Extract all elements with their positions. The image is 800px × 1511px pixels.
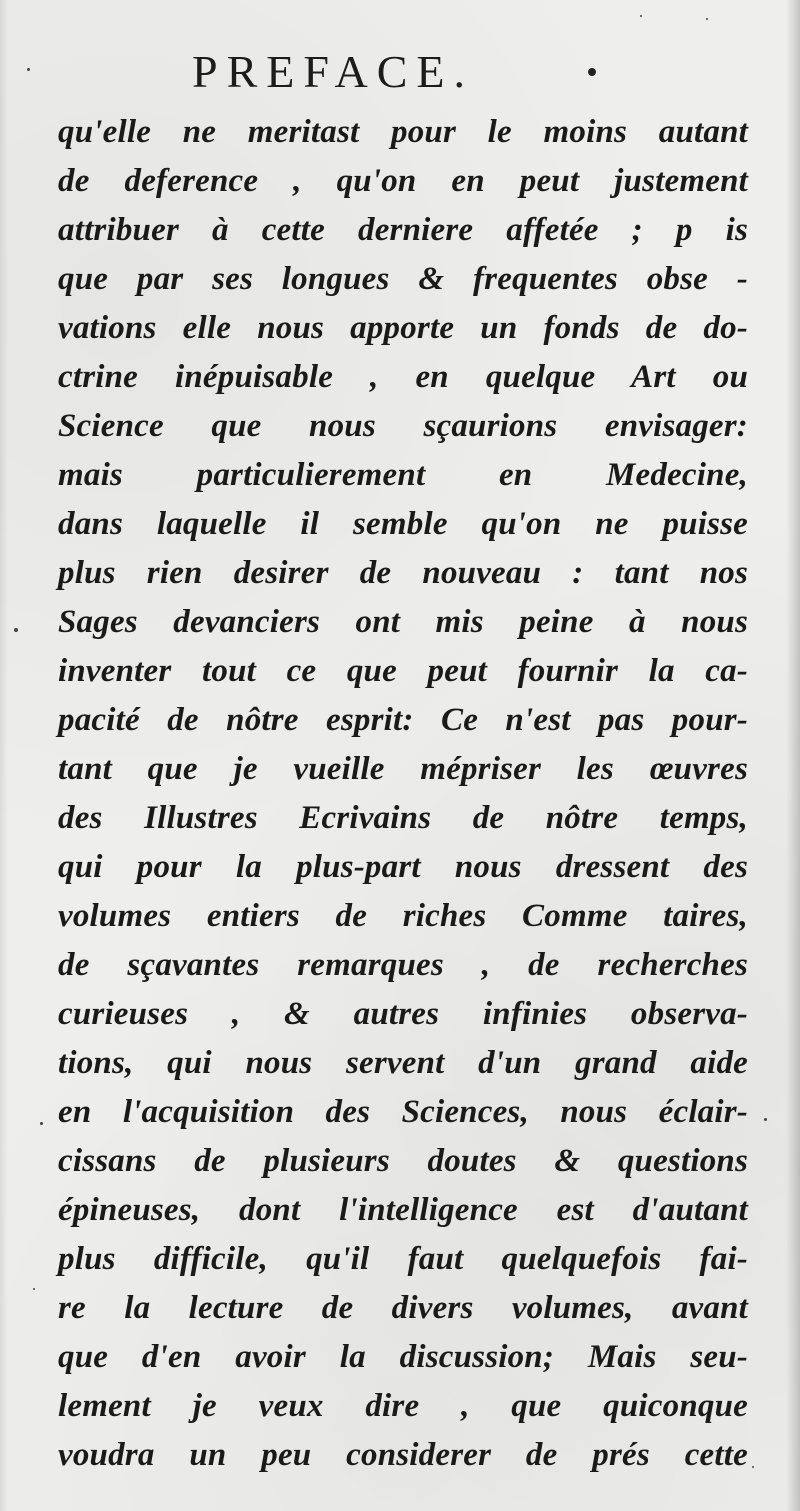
text-line: en l'acquisition des Sciences, nous éclair- (58, 1094, 748, 1130)
paper-speck (764, 1118, 767, 1121)
text-line: qu'elle ne meritast pour le moins autant (58, 114, 748, 150)
text-line: plus rien desirer de nouveau : tant nos (58, 555, 748, 591)
paper-speck (706, 18, 708, 20)
paper-speck (752, 1466, 754, 1468)
text-line: curieuses , & autres infinies observa- (58, 996, 748, 1032)
page-right-edge-shadow (786, 0, 800, 1511)
text-line: cissans de plusieurs doutes & questions (58, 1143, 748, 1179)
text-line: qui pour la plus-part nous dressent des (58, 849, 748, 885)
text-line: lement je veux dire , que quiconque (58, 1388, 748, 1424)
page-title: PREFACE. (192, 46, 475, 97)
paper-speck (40, 1122, 43, 1125)
text-line: des Illustres Ecrivains de nôtre temps, (58, 800, 748, 836)
text-line: de sçavantes remarques , de recherches (58, 947, 748, 983)
text-line: re la lecture de divers volumes, avant (58, 1290, 748, 1326)
paper-speck (27, 68, 30, 71)
text-line: Science que nous sçaurions envisager: (58, 408, 748, 444)
text-line: de deference , qu'on en peut justement (58, 163, 748, 199)
page-left-edge-shadow (0, 0, 8, 1511)
paper-speck (640, 15, 642, 17)
text-line: ctrine inépuisable , en quelque Art ou (58, 359, 748, 395)
running-header (0, 42, 800, 102)
paper-speck (33, 1288, 35, 1290)
body-text (58, 108, 748, 1480)
text-line: plus difficile, qu'il faut quelquefois fai- (58, 1241, 748, 1277)
text-line: Sages devanciers ont mis peine à nous (58, 604, 748, 640)
text-line: que par ses longues & frequentes obse - (58, 261, 748, 297)
text-line: dans laquelle il semble qu'on ne puisse (58, 506, 748, 542)
text-line: que d'en avoir la discussion; Mais seu- (58, 1339, 748, 1375)
text-line: mais particulierement en Medecine, (58, 457, 748, 493)
text-line: voudra un peu considerer de prés cette (58, 1437, 748, 1473)
text-line: tant que je vueille mépriser les œuvres (58, 751, 748, 787)
text-line: tions, qui nous servent d'un grand aide (58, 1045, 748, 1081)
header-ornament-dot (588, 68, 596, 76)
text-line: volumes entiers de riches Comme taires, (58, 898, 748, 934)
text-line: vations elle nous apporte un fonds de do- (58, 310, 748, 346)
text-line: pacité de nôtre esprit: Ce n'est pas pour- (58, 702, 748, 738)
text-line: attribuer à cette derniere affetée ; p is (58, 212, 748, 248)
paper-speck (14, 628, 18, 632)
text-line: épineuses, dont l'intelligence est d'autant (58, 1192, 748, 1228)
text-line: inventer tout ce que peut fournir la ca- (58, 653, 748, 689)
